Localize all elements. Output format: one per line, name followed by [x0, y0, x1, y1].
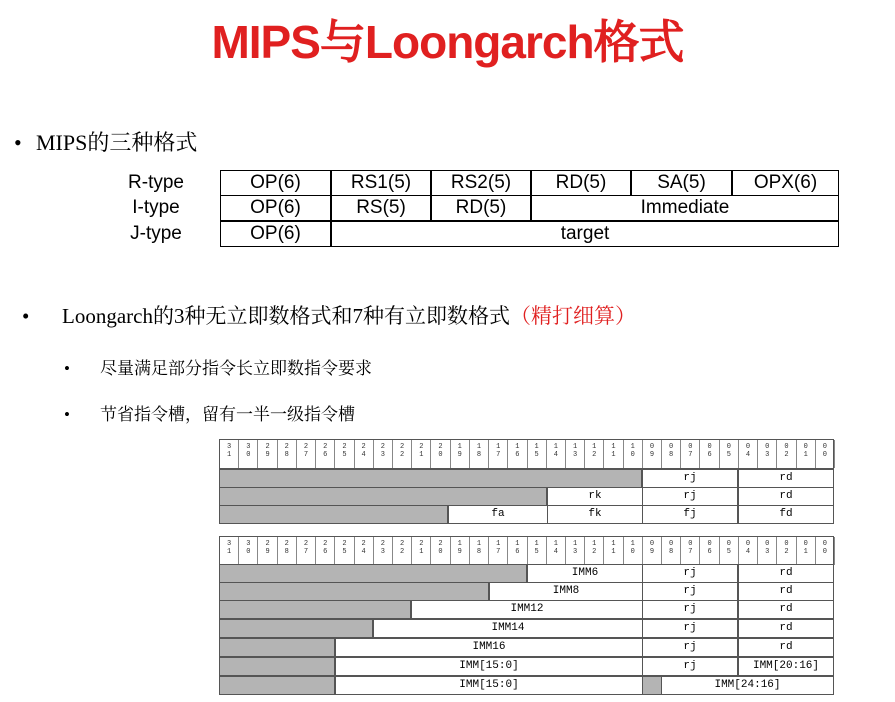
imm-low-field: IMM[15:0]: [335, 676, 643, 695]
field-cell: RS2(5): [431, 170, 531, 196]
field-cell: RS(5): [331, 195, 431, 221]
bit-number-label: 1 4: [547, 537, 566, 565]
field-cell: OP(6): [220, 221, 331, 247]
bit-number-label: 1 0: [624, 537, 643, 565]
sub-bullet-2-text: 节省指令槽，留有一半一级指令槽: [100, 405, 355, 424]
format-row: [219, 582, 834, 601]
opcode-field: [219, 487, 547, 506]
rj-field: rj: [642, 619, 738, 638]
bullet-loongarch-text: Loongarch的3种无立即数格式和7种有立即数格式: [62, 304, 510, 328]
format-row: [219, 469, 834, 488]
bit-number-label: 1 7: [489, 537, 508, 565]
bit-number-label: 1 9: [451, 537, 470, 565]
bit-number-label: 2 7: [297, 537, 316, 565]
bit-number-label: 0 9: [643, 440, 662, 468]
bit-number-label: 1 0: [624, 440, 643, 468]
sub-bullet-1: [64, 354, 372, 379]
rd-field: rd: [738, 619, 834, 638]
field-cell: OP(6): [220, 170, 331, 196]
bit-number-label: 2 1: [412, 440, 431, 468]
opcode-field: [219, 619, 373, 638]
opcode-field: [219, 600, 411, 619]
bit-number-label: 1 2: [585, 537, 604, 565]
bit-number-label: 2 2: [393, 440, 412, 468]
bit-number-label: 0 2: [777, 440, 796, 468]
imm-field: IMM12: [411, 600, 643, 619]
opcode-field: [219, 505, 448, 524]
imm-low-field: IMM[15:0]: [335, 657, 643, 676]
row-label: I-type: [132, 197, 180, 218]
bit-number-label: 2 7: [297, 440, 316, 468]
rj-field: rj: [642, 487, 738, 506]
bit-number-label: 1 7: [489, 440, 508, 468]
bit-number-label: 0 1: [797, 440, 816, 468]
imm-high-field: IMM[20:16]: [738, 657, 834, 676]
field-cell: target: [331, 221, 839, 247]
format-row: [219, 600, 834, 619]
bit-number-label: 1 6: [508, 537, 527, 565]
field-cell: Immediate: [531, 195, 839, 221]
rd-field: rd: [738, 600, 834, 619]
bit-number-label: 2 4: [355, 440, 374, 468]
bit-number-label: 3 0: [239, 537, 258, 565]
bit-number-label: 2 6: [316, 440, 335, 468]
slide-title: MIPS与Loongarch格式: [211, 16, 684, 68]
rj-field: rj: [642, 582, 738, 601]
rd-field: rd: [738, 638, 834, 657]
bit-number-label: 1 2: [585, 440, 604, 468]
bit-number-label: 0 4: [739, 537, 758, 565]
bit-number-label: 0 6: [700, 537, 719, 565]
bit-number-label: 0 2: [777, 537, 796, 565]
bullet-dot: •: [22, 304, 30, 328]
bit-number-label: 1 5: [528, 440, 547, 468]
imm-field: IMM8: [489, 582, 643, 601]
bit-number-label: 1 8: [470, 440, 489, 468]
bit-number-label: 2 2: [393, 537, 412, 565]
rk-field: rk: [547, 487, 643, 506]
bit-number-label: 1 3: [566, 537, 585, 565]
bit-number-label: 0 8: [662, 537, 681, 565]
format-row: [219, 487, 834, 506]
bit-number-label: 0 1: [797, 537, 816, 565]
rj-field: rj: [642, 600, 738, 619]
rj-field: rj: [642, 638, 738, 657]
rd-field: rd: [738, 487, 834, 506]
bit-number-label: 1 4: [547, 440, 566, 468]
bit-number-label: 2 8: [278, 537, 297, 565]
fj-field: fj: [642, 505, 738, 524]
fa-field: fa: [448, 505, 548, 524]
bit-number-label: 1 1: [604, 440, 623, 468]
row-label: R-type: [128, 172, 184, 193]
bit-number-label: 0 3: [758, 440, 777, 468]
bit-number-label: 2 5: [335, 537, 354, 565]
bit-number-label: 0 4: [739, 440, 758, 468]
sub-bullet-2: [64, 400, 355, 425]
field-cell: RS1(5): [331, 170, 431, 196]
field-cell: RD(5): [431, 195, 531, 221]
imm-field: IMM14: [373, 619, 643, 638]
opcode-field: [219, 582, 489, 601]
bit-number-label: 2 8: [278, 440, 297, 468]
opcode-field: [219, 657, 335, 676]
imm-field: IMM16: [335, 638, 643, 657]
opcode-field: [219, 469, 642, 488]
rd-field: rd: [738, 469, 834, 488]
bit-number-label: 3 1: [220, 440, 239, 468]
format-row: [219, 657, 834, 676]
bit-number-label: 2 9: [258, 440, 277, 468]
bit-number-label: 0 8: [662, 440, 681, 468]
bit-number-label: 2 0: [431, 440, 450, 468]
sub-bullet-1-text: 尽量满足部分指令长立即数指令要求: [100, 359, 372, 378]
bit-number-label: 0 0: [816, 440, 835, 468]
bit-number-label: 1 1: [604, 537, 623, 565]
bit-header: [219, 439, 834, 469]
field-cell: RD(5): [531, 170, 631, 196]
fd-field: fd: [738, 505, 834, 524]
bullet-dot: •: [64, 359, 70, 378]
bit-number-label: 0 7: [681, 440, 700, 468]
bit-number-label: 0 0: [816, 537, 835, 565]
bit-number-label: 1 6: [508, 440, 527, 468]
field-cell: OPX(6): [732, 170, 839, 196]
bit-number-label: 1 3: [566, 440, 585, 468]
bit-number-label: 3 0: [239, 440, 258, 468]
row-label: J-type: [130, 223, 182, 244]
field-cell: OP(6): [220, 195, 331, 221]
imm-high-field: IMM[24:16]: [661, 676, 834, 695]
bit-number-label: 0 9: [643, 537, 662, 565]
rj-field: rj: [642, 469, 738, 488]
bit-number-label: 2 9: [258, 537, 277, 565]
bullet-loongarch: [22, 300, 636, 330]
rd-field: rd: [738, 564, 834, 583]
opcode-field: [219, 676, 335, 695]
bit-number-label: 3 1: [220, 537, 239, 565]
bullet-mips: [14, 126, 197, 157]
opcode-field: [219, 638, 335, 657]
rd-field: rd: [738, 582, 834, 601]
bit-number-label: 2 4: [355, 537, 374, 565]
bullet-dot: •: [14, 130, 22, 155]
opcode-field: [219, 564, 527, 583]
format-row: [219, 564, 834, 583]
bit-number-label: 2 3: [374, 440, 393, 468]
bit-number-label: 2 5: [335, 440, 354, 468]
rj-field: rj: [642, 564, 738, 583]
opcode-field: [642, 676, 662, 695]
bit-number-label: 2 0: [431, 537, 450, 565]
bullet-emphasis: （精打细算）: [509, 304, 636, 328]
bit-number-label: 2 6: [316, 537, 335, 565]
imm-field: IMM6: [527, 564, 643, 583]
fk-field: fk: [547, 505, 643, 524]
bit-number-label: 0 7: [681, 537, 700, 565]
format-row: [219, 676, 834, 695]
bit-number-label: 0 3: [758, 537, 777, 565]
rj-field: rj: [642, 657, 738, 676]
format-row: [219, 505, 834, 524]
field-cell: SA(5): [631, 170, 732, 196]
bit-number-label: 0 5: [720, 537, 739, 565]
bit-number-label: 2 1: [412, 537, 431, 565]
bit-number-label: 0 6: [700, 440, 719, 468]
bit-number-label: 1 9: [451, 440, 470, 468]
bit-number-label: 0 5: [720, 440, 739, 468]
bit-number-label: 2 3: [374, 537, 393, 565]
bit-header: [219, 536, 834, 566]
format-row: [219, 638, 834, 657]
bullet-mips-text: MIPS的三种格式: [36, 130, 198, 155]
bullet-dot: •: [64, 405, 70, 424]
format-row: [219, 619, 834, 638]
bit-number-label: 1 8: [470, 537, 489, 565]
bit-number-label: 1 5: [528, 537, 547, 565]
